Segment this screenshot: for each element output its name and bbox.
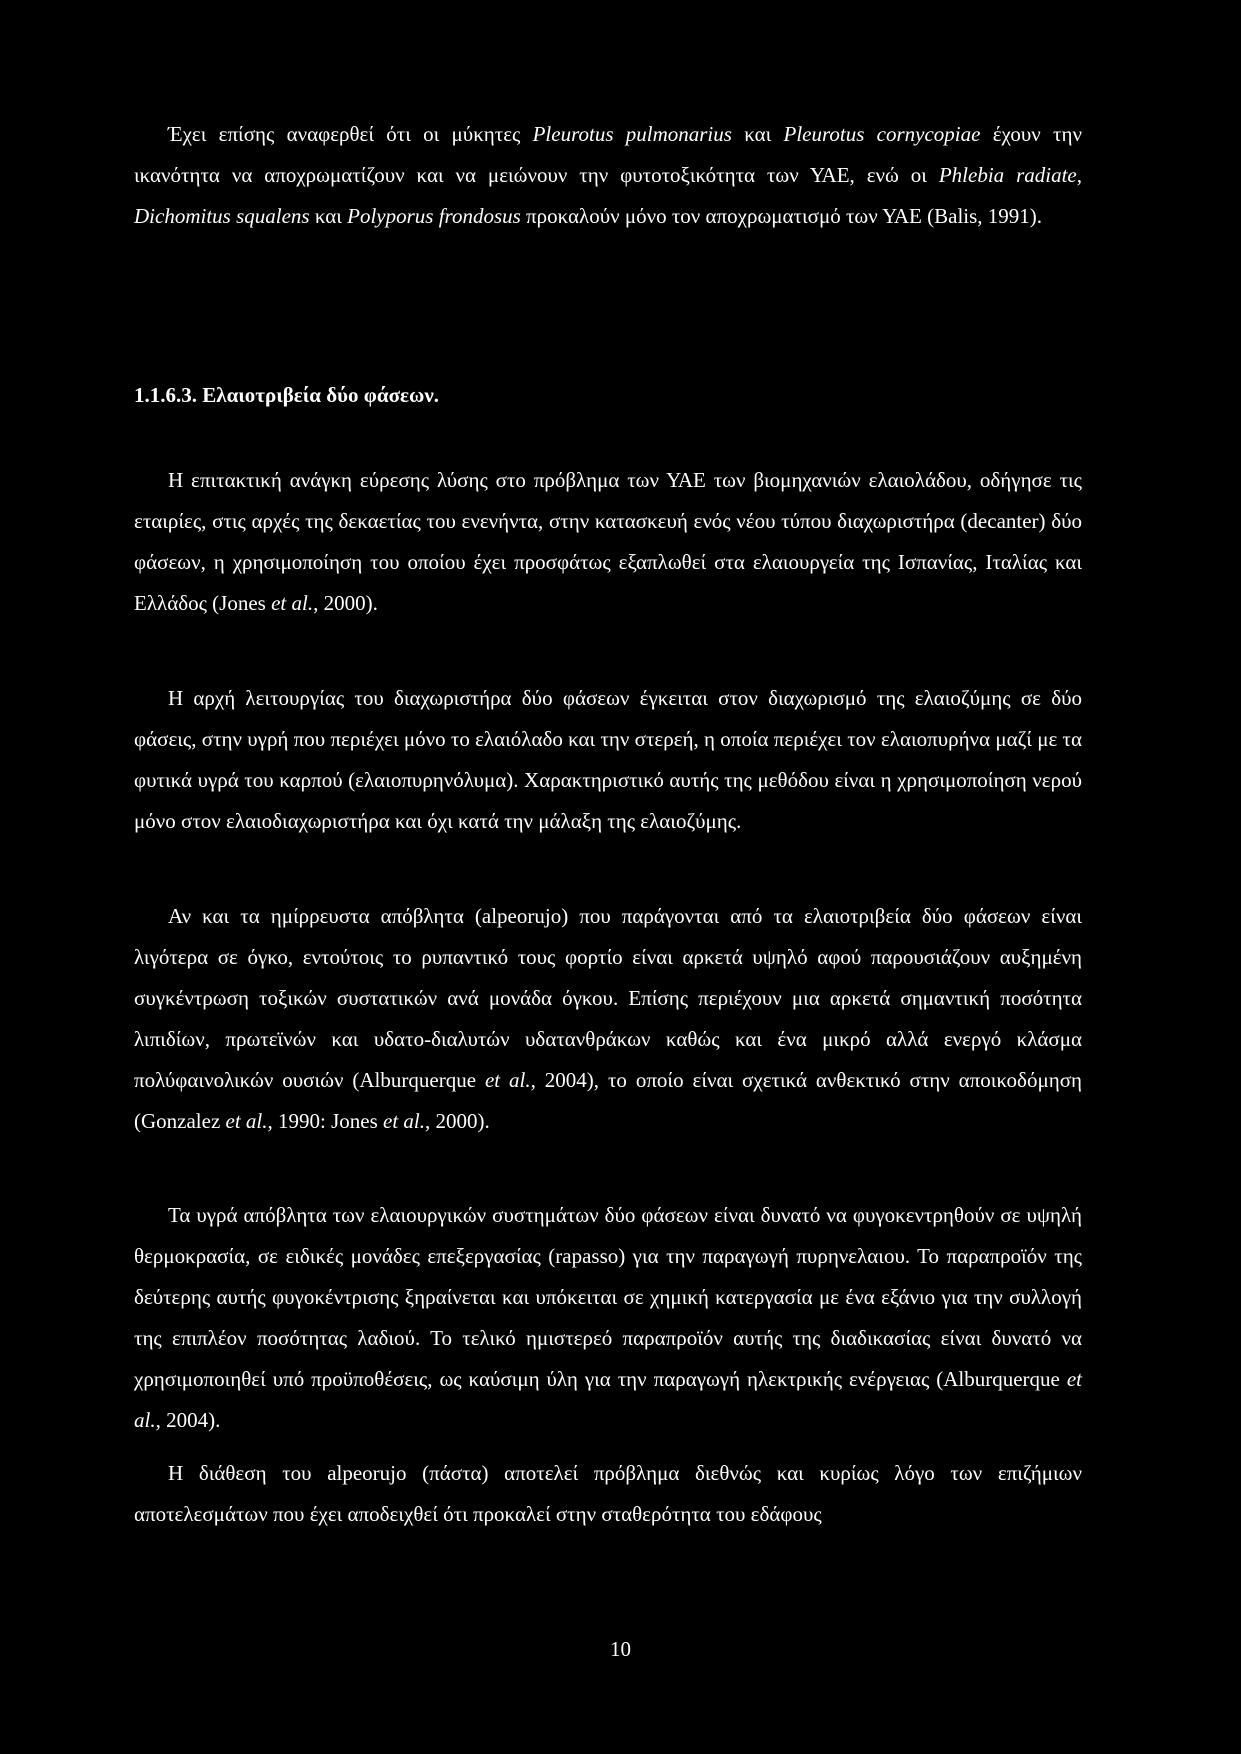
species-name: Pleurotus cornycopiae [783,122,981,146]
paragraph-alpeorujo: Αν και τα ημίρρευστα απόβλητα (alpeorujo) που παράγονται από τα ελαιοτριβεία δύο φάσεων είναι λιγότερα σε όγκο, εντούτοις το ρυπαντικό τους φορτίο είναι αρκετά υψηλό αφού παρουσιάζουν αυξημένη συγκέντρωση τοξικών συστατικών ανά μονάδα όγκου. Επίσης περιέχουν μια αρκετά σημαντική ποσότητα λιπιδίων, πρωτεϊνών και υδατο-διαλυτών υδατανθράκων καθώς και ένα μικρό αλλά ενεργό κλάσμα πολύφαινολικών ουσιών (Alburquerque et al., 2004), το οποίο είναι σχετικά ανθεκτικό στην αποικοδόμηση (Gonzalez et al., 1990: Jones et al., 2000). [134,904,1082,1133]
page-number: 10 [610,1637,631,1661]
species-name: Phlebia radiate, Dichomitus squalens [134,163,1082,228]
citation-etal: et al. [134,1367,1082,1432]
paragraph-disposal: Η διάθεση του alpeorujo (πάστα) αποτελεί πρόβλημα διεθνώς και κυρίως λόγο των επιζήμιων αποτελεσμάτων που έχει αποδειχθεί ότι προκαλεί στην σταθερότητα του εδάφους [134,1461,1082,1526]
citation-etal: et al. [484,1068,531,1092]
species-name: Polyporus frondosus [347,204,521,228]
citation-etal: et al. [225,1109,268,1133]
citation-etal: et al. [271,591,314,615]
citation-etal: et al. [383,1109,426,1133]
paragraph-centrifugation: Τα υγρά απόβλητα των ελαιουργικών συστημάτων δύο φάσεων είναι δυνατό να φυγοκεντρηθούν σε υψηλή θερμοκρασία, σε ειδικές μονάδες επεξεργασίας (rapasso) για την παραγωγή πυρηνελαιου. Το παραπροϊόν της δεύτερης αυτής φυγοκέντρισης ξηραίνεται και υπόκειται σε χημική κατεργασία με ένα εξάνιο για την συλλογή της επιπλέον ποσότητας λαδιού. Το τελικό ημιστερεό παραπροϊόν αυτής της διαδικασίας είναι δυνατό να χρησιμοποιηθεί υπό προϋποθέσεις, ως καύσιμη ύλη για την παραγωγή ηλεκτρικής ενέργειας (Alburquerque et al., 2004). [134,1203,1082,1432]
paragraph-operation-principle: Η αρχή λειτουργίας του διαχωριστήρα δύο φάσεων έγκειται στον διαχωρισμό της ελαιοζύμης σε δύο φάσεις, στην υγρή που περιέχει μόνο το ελαιόλαδο και την στερεή, η οποία περιέχει τον ελαιοπυρήνα μαζί με τα φυτικά υγρά του καρπού (ελαιοπυρηνόλυμα). Χαρακτηριστικό αυτής της μεθόδου είναι η χρησιμοποίηση νερού μόνο στον ελαιοδιαχωριστήρα και όχι κατά την μάλαξη της ελαιοζύμης. [134,686,1082,833]
paragraph-fungi: Έχει επίσης αναφερθεί ότι οι μύκητες Pleurotus pulmonarius και Pleurotus cornycopiae έχουν την ικανότητα να αποχρωματίζουν και να μειώνουν την φυτοτοξικότητα των ΥΑΕ, ενώ οι Phlebia radiate, Dichomitus squalens και Polyporus frondosus προκαλούν μόνο τον αποχρωματισμό των ΥΑΕ (Balis, 1991). [134,122,1082,228]
species-name: Pleurotus pulmonarius [532,122,732,146]
paragraph-two-phase-intro: Η επιτακτική ανάγκη εύρεσης λύσης στο πρόβλημα των ΥΑΕ των βιομηχανιών ελαιολάδου, οδήγησε τις εταιρίες, στις αρχές της δεκαετίας του ενενήντα, στην κατασκευή ενός νέου τύπου διαχωριστήρα (decanter) δύο φάσεων, η χρησιμοποίηση του οποίου έχει προσφάτως εξαπλωθεί στα ελαιουργεία της Ισπανίας, Ιταλίας και Ελλάδος (Jones et al., 2000). [134,468,1082,615]
section-heading: 1.1.6.3. Ελαιοτριβεία δύο φάσεων. [134,383,440,407]
